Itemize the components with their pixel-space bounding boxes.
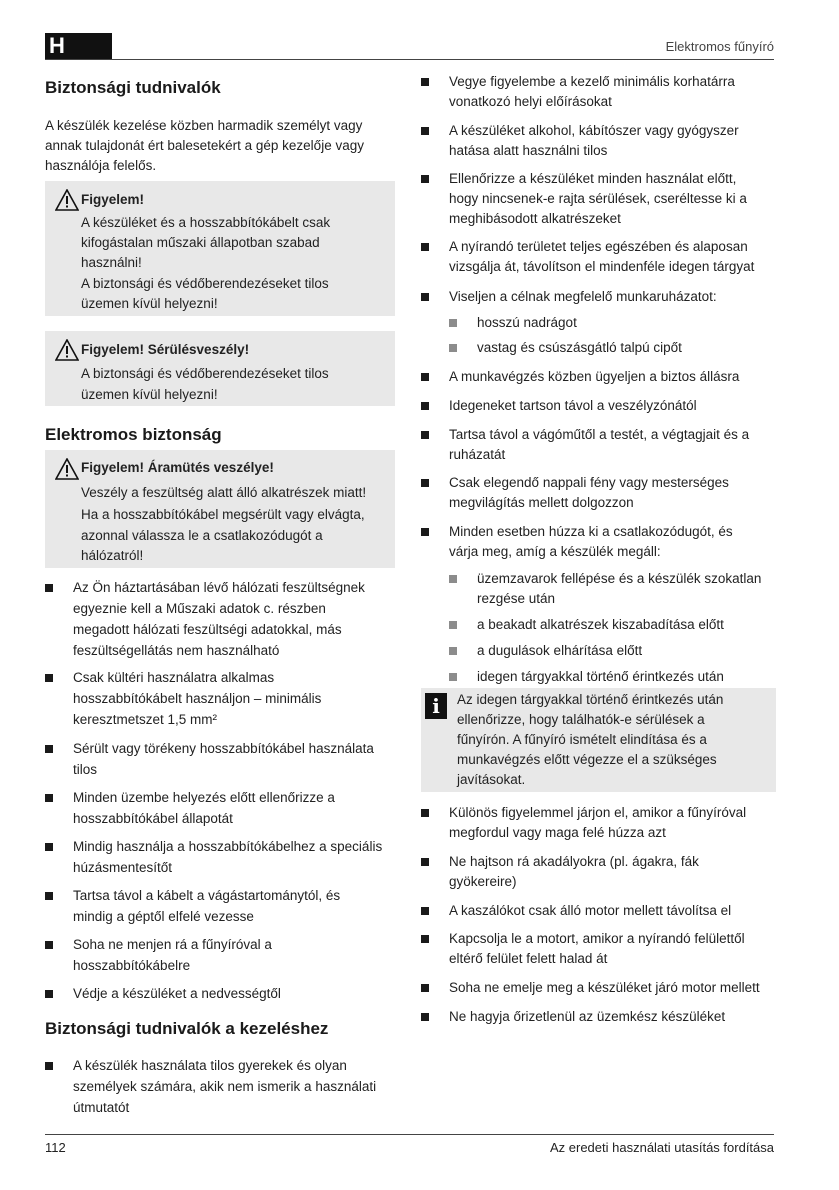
list-item-text: Mindig használja a hosszabbítókábelhez a speciális xyxy=(73,839,383,854)
heading-safety: Biztonsági tudnivalók xyxy=(45,78,221,97)
bullet-icon xyxy=(421,175,429,183)
sub-bullet-icon xyxy=(449,344,457,352)
list-item-text: várja meg, amíg a készülék megáll: xyxy=(449,544,661,559)
list-item-text: Tartsa távol a vágóműtől a testét, a végtagjait és a xyxy=(449,427,750,442)
list-item-text: Védje a készüléket a nedvességtől xyxy=(73,986,281,1001)
list-item-text: útmutatót xyxy=(73,1100,130,1115)
list-item-text: megvilágítás mellett dolgozzon xyxy=(449,495,634,510)
list-item-text: hatása alatt használni tilos xyxy=(449,143,608,158)
sub-list-item-text: vastag és csúszásgátló talpú cipőt xyxy=(477,340,682,355)
bullet-icon xyxy=(45,1062,53,1070)
list-item-text: vonatkozó helyi előírásokat xyxy=(449,94,612,109)
list-item-text: Kapcsolja le a motort, amikor a nyírandó felülettől xyxy=(449,931,745,946)
warning-title: Figyelem! Sérülésveszély! xyxy=(81,342,250,357)
bullet-icon xyxy=(421,809,429,817)
warning-text: A biztonsági és védőberendezéseket tilos xyxy=(81,366,329,381)
bullet-icon xyxy=(45,584,53,592)
list-item-text: Csak kültéri használatra alkalmas xyxy=(73,670,275,685)
info-text: ellenőrizze, hogy találhatók-e sérülések a xyxy=(457,712,705,727)
info-box xyxy=(421,688,776,792)
warning-box xyxy=(45,331,395,406)
list-item-text: Az Ön háztartásában lévő hálózati feszültségnek xyxy=(73,580,365,595)
bullet-icon xyxy=(421,1013,429,1021)
page-footer xyxy=(45,1134,774,1157)
list-item-text: hosszabbítókábel állapotát xyxy=(73,811,233,826)
intro-line: használója felelős. xyxy=(45,158,157,173)
list-item-text: húzásmentesítőt xyxy=(73,860,173,875)
page-number: 112 xyxy=(45,1140,66,1155)
sub-list-item-text: rezgése után xyxy=(477,591,556,606)
list-item-text: hogy nincsenek-e rajta sérülések, cseréltesse ki a xyxy=(449,191,747,206)
bullet-icon xyxy=(45,941,53,949)
list-item-text: Soha ne menjen rá a fűnyíróval a xyxy=(73,937,272,952)
sub-bullet-icon xyxy=(449,575,457,583)
language-tab: H xyxy=(45,33,112,59)
list-item-text: keresztmetszet 1,5 mm² xyxy=(73,712,218,727)
list-item-text: egyeznie kell a Műszaki adatok c. részben xyxy=(73,601,326,616)
bullet-icon xyxy=(45,892,53,900)
bullet-icon xyxy=(421,293,429,301)
bullet-icon xyxy=(421,431,429,439)
page-header xyxy=(45,33,774,60)
info-text: javításokat. xyxy=(457,772,526,787)
intro-line: A készülék kezelése közben harmadik személyt vagy xyxy=(45,118,363,133)
bullet-icon xyxy=(421,127,429,135)
list-item-text: Sérült vagy törékeny hosszabbítókábel használata xyxy=(73,741,374,756)
list-item-text: A kaszálókot csak álló motor mellett távolítsa el xyxy=(449,903,732,918)
bullet-icon xyxy=(421,528,429,536)
sub-list-item-text: a dugulások elhárítása előtt xyxy=(477,643,643,658)
list-item-text: eltérő felület felett halad át xyxy=(449,951,608,966)
list-item-text: Idegeneket tartson távol a veszélyzónától xyxy=(449,398,697,413)
warning-box xyxy=(45,181,395,316)
warning-text: Veszély a feszültség alatt álló alkatrészek miatt! xyxy=(81,485,367,500)
bullet-icon xyxy=(421,373,429,381)
heading-operation-safety: Biztonsági tudnivalók a kezeléshez xyxy=(45,1019,329,1038)
list-item-text: tilos xyxy=(73,762,98,777)
list-item-text: Ne hajtson rá akadályokra (pl. ágakra, fák xyxy=(449,854,699,869)
list-item-text: hosszabbítókábelt használjon – minimális xyxy=(73,691,322,706)
list-item-text: meghibásodott alkatrészeket xyxy=(449,211,621,226)
sub-bullet-icon xyxy=(449,673,457,681)
bullet-icon xyxy=(421,984,429,992)
list-item-text: hosszabbítókábelre xyxy=(73,958,191,973)
bullet-icon xyxy=(421,858,429,866)
list-item-text: A nyírandó területet teljes egészében és alaposan xyxy=(449,239,748,254)
sub-bullet-icon xyxy=(449,621,457,629)
list-item-text: Ne hagyja őrizetlenül az üzemkész készüléket xyxy=(449,1009,726,1024)
warning-text: üzemen kívül helyezni! xyxy=(81,387,218,402)
list-item-text: mindig a géptől elfelé vezesse xyxy=(73,909,254,924)
list-item-text: Különös figyelemmel járjon el, amikor a fűnyíróval xyxy=(449,805,747,820)
info-text: fűnyírón. A fűnyíró ismételt elindítása és a xyxy=(457,732,707,747)
bullet-icon xyxy=(45,990,53,998)
list-item-text: Soha ne emelje meg a készüléket járó motor mellett xyxy=(449,980,760,995)
warning-triangle-icon xyxy=(55,189,79,211)
bullet-icon xyxy=(421,907,429,915)
bullet-icon xyxy=(421,402,429,410)
warning-box xyxy=(45,450,395,568)
list-item-text: vizsgálja át, távolítson el mindenféle idegen tárgyat xyxy=(449,259,755,274)
list-item-text: személyek számára, akik nem ismerik a használati xyxy=(73,1079,377,1094)
list-item-text: Vegye figyelembe a kezelő minimális korhatárra xyxy=(449,74,735,89)
list-item-text: A munkavégzés közben ügyeljen a biztos állásra xyxy=(449,369,740,384)
bullet-icon xyxy=(45,843,53,851)
list-item-text: megfordul vagy maga felé húzza azt xyxy=(449,825,666,840)
list-item-text: A készüléket alkohol, kábítószer vagy gyógyszer xyxy=(449,123,739,138)
heading-electric-safety: Elektromos biztonság xyxy=(45,425,222,444)
list-item-text: Minden üzembe helyezés előtt ellenőrizze a xyxy=(73,790,335,805)
bullet-icon xyxy=(421,935,429,943)
list-item-text: A készülék használata tilos gyerekek és olyan xyxy=(73,1058,347,1073)
info-text: Az idegen tárgyakkal történő érintkezés után xyxy=(457,692,724,707)
warning-text: üzemen kívül helyezni! xyxy=(81,296,218,311)
warning-title: Figyelem! Áramütés veszélye! xyxy=(81,460,274,475)
warning-text: A készüléket és a hosszabbítókábelt csak xyxy=(81,215,331,230)
sub-list-item-text: a beakadt alkatrészek kiszabadítása előtt xyxy=(477,617,724,632)
bullet-icon xyxy=(45,674,53,682)
sub-list-item-text: idegen tárgyakkal történő érintkezés után xyxy=(477,669,724,684)
bullet-icon xyxy=(421,78,429,86)
list-item-text: Csak elegendő nappali fény vagy mesterséges xyxy=(449,475,729,490)
warning-text: kifogástalan műszaki állapotban szabad xyxy=(81,235,320,250)
warning-triangle-icon xyxy=(55,458,79,480)
warning-text: A biztonsági és védőberendezéseket tilos xyxy=(81,276,329,291)
list-item-text: ruházatát xyxy=(449,447,506,462)
list-item-text: Viseljen a célnak megfelelő munkaruházatot: xyxy=(449,289,717,304)
sub-list-item-text: hosszú nadrágot xyxy=(477,315,577,330)
bullet-icon xyxy=(45,745,53,753)
warning-triangle-icon xyxy=(55,339,79,361)
bullet-icon xyxy=(421,479,429,487)
warning-text: hálózatról! xyxy=(81,548,144,563)
footer-text: Az eredeti használati utasítás fordítása xyxy=(549,1140,774,1155)
warning-text: azonnal válassza le a csatlakozódugót a xyxy=(81,528,323,543)
sub-bullet-icon xyxy=(449,647,457,655)
info-text: munkavégzés előtt végezze el a szükséges xyxy=(457,752,717,767)
bullet-icon xyxy=(421,243,429,251)
intro-line: annak tulajdonát ért balesetekért a gép kezelője vagy xyxy=(45,138,364,153)
list-item-text: Minden esetben húzza ki a csatlakozódugót, és xyxy=(449,524,733,539)
list-item-text: feszültségellátás nem használható xyxy=(73,643,280,658)
warning-text: Ha a hosszabbítókábel megsérült vagy elvágta, xyxy=(81,507,365,522)
sub-list-item-text: üzemzavarok fellépése és a készülék szokatlan xyxy=(477,571,762,586)
warning-text: használni! xyxy=(81,255,142,270)
sub-bullet-icon xyxy=(449,319,457,327)
info-icon: i xyxy=(425,693,447,719)
list-item-text: gyökereire) xyxy=(449,874,517,889)
bullet-icon xyxy=(45,794,53,802)
warning-title: Figyelem! xyxy=(81,192,145,207)
list-item-text: Ellenőrizze a készüléket minden használat előtt, xyxy=(449,171,737,186)
page-title: Elektromos fűnyíró xyxy=(665,39,774,54)
list-item-text: megadott hálózati feszültségi adatokkal, más xyxy=(73,622,342,637)
list-item-text: Tartsa távol a kábelt a vágástartománytól, és xyxy=(73,888,341,903)
